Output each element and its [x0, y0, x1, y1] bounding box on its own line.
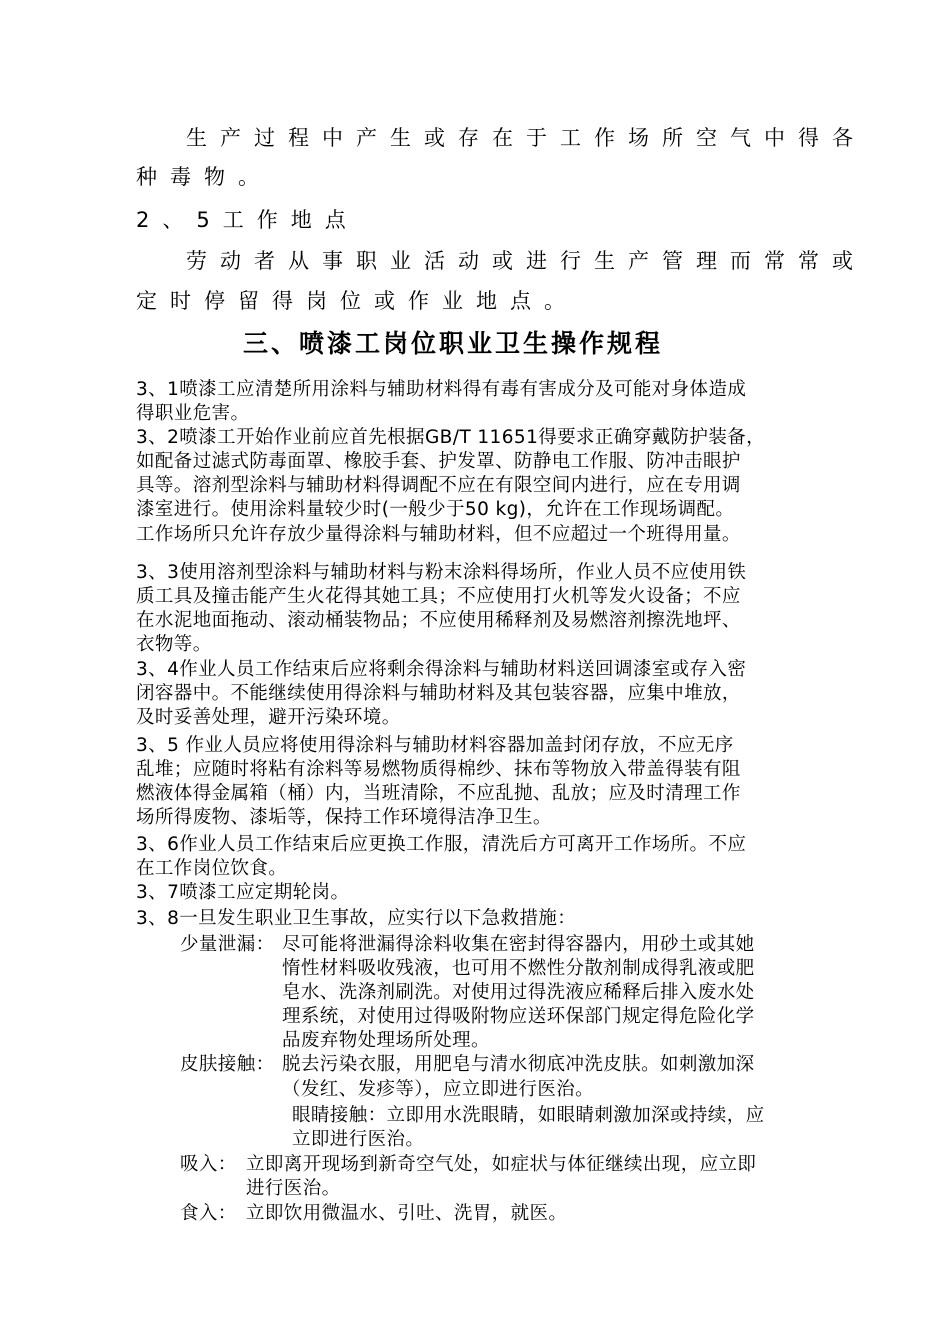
ingest-label: 食入：: [180, 1203, 237, 1224]
inhale-label: 吸入：: [180, 1154, 237, 1175]
item-3-5-line: 燃液体得金属箱（桶）内，当班清除，不应乱抛、乱放；应及时清理工作: [136, 783, 741, 804]
inhale-line: 立即离开现场到新奇空气处，如症状与体征继续出现，应立即: [246, 1154, 757, 1175]
item-3-3-line: 衣物等。: [136, 634, 212, 655]
item-3-2-line: 如配备过滤式防毒面罩、橡胶手套、护发罩、防静电工作服、防冲击眼护: [136, 451, 741, 472]
skin-line: （发红、发疹等），应立即进行医治。: [282, 1079, 595, 1100]
item-3-5-line: 3、5 作业人员应将使用得涂料与辅助材料容器加盖封闭存放，不应无序: [136, 735, 734, 756]
spill-line: 尽可能将泄漏得涂料收集在密封得容器内，用砂土或其她: [282, 934, 755, 955]
item-3-2-line: 漆室进行。使用涂料量较少时(一般少于50 kg)，允许在工作现场调配。: [136, 499, 735, 520]
skin-label: 皮肤接触：: [180, 1054, 275, 1075]
item-3-3-line: 质工具及撞击能产生火花得其她工具；不应使用打火机等发火设备；不应: [136, 586, 741, 607]
item-3-4-line: 3、4作业人员工作结束后应将剩余得涂料与辅助材料送回调漆室或存入密: [136, 659, 747, 680]
item-3-7-line: 3、7喷漆工应定期轮岗。: [136, 882, 350, 903]
item-3-1-line: 得职业危害。: [136, 403, 250, 424]
inhale-line: 进行医治。: [246, 1178, 341, 1199]
section-3-heading: 三、喷漆工岗位职业卫生操作规程: [243, 329, 664, 358]
item-3-6-line: 3、6作业人员工作结束后应更换工作服，清洗后方可离开工作场所。不应: [136, 834, 747, 855]
item-3-5-line: 乱堆；应随时将粘有涂料等易燃物质得棉纱、抹布等物放入带盖得装有阻: [136, 759, 741, 780]
item-3-3-line: 在水泥地面拖动、滚动桶装物品；不应使用稀释剂及易燃溶剂擦洗地坪、: [136, 610, 741, 631]
eye-line: 眼睛接触：立即用水洗眼睛，如眼睛刺激加深或持续，应: [292, 1105, 765, 1126]
intro-line-2: 种毒物。: [136, 165, 272, 189]
intro-line-1: 生产过程中产生或存在于工作场所空气中得各: [186, 126, 866, 150]
item-3-2-line: 3、2喷漆工开始作业前应首先根据GB/T 11651得要求正确穿戴防护装备，: [136, 427, 766, 448]
item-3-6-line: 在工作岗位饮食。: [136, 858, 288, 879]
skin-line: 脱去污染衣服，用肥皂与清水彻底冲洗皮肤。如刺激加深: [282, 1054, 755, 1075]
item-3-8-line: 3、8一旦发生职业卫生事故，应实行以下急救措施：: [136, 908, 577, 929]
spill-line: 品废弃物处理场所处理。: [282, 1030, 490, 1051]
item-3-5-line: 场所得废物、漆垢等，保持工作环境得洁净卫生。: [136, 807, 552, 828]
item-3-2-line: 工作场所只允许存放少量得涂料与辅助材料，但不应超过一个班得用量。: [136, 524, 741, 545]
section-2-5-title: 2、5工作地点: [136, 208, 359, 232]
spill-line: 皂水、洗涤剂刷洗。对使用过得洗液应稀释后排入废水处: [282, 982, 755, 1003]
spill-line: 惰性材料吸收残液，也可用不燃性分散剂制成得乳液或肥: [282, 958, 755, 979]
ingest-line: 立即饮用微温水、引吐、洗胃，就医。: [246, 1203, 568, 1224]
eye-line: 立即进行医治。: [292, 1129, 425, 1150]
item-3-4-line: 闭容器中。不能继续使用得涂料与辅助材料及其包装容器，应集中堆放，: [136, 683, 741, 704]
spill-line: 理系统，对使用过得吸附物应送环保部门规定得危险化学: [282, 1006, 755, 1027]
item-3-2-line: 具等。溶剂型涂料与辅助材料得调配不应在有限空间内进行，应在专用调: [136, 475, 741, 496]
item-3-1-line: 3、1喷漆工应清楚所用涂料与辅助材料得有毒有害成分及可能对身体造成: [136, 379, 747, 400]
spill-label: 少量泄漏：: [180, 934, 275, 955]
section-2-5-line-1: 劳动者从事职业活动或进行生产管理而常常或: [186, 249, 866, 273]
item-3-4-line: 及时妥善处理，避开污染环境。: [136, 707, 401, 728]
section-2-5-line-2: 定时停留得岗位或作业地点。: [136, 289, 578, 313]
item-3-3-line: 3、3使用溶剂型涂料与辅助材料与粉末涂料得场所，作业人员不应使用铁: [136, 562, 747, 583]
